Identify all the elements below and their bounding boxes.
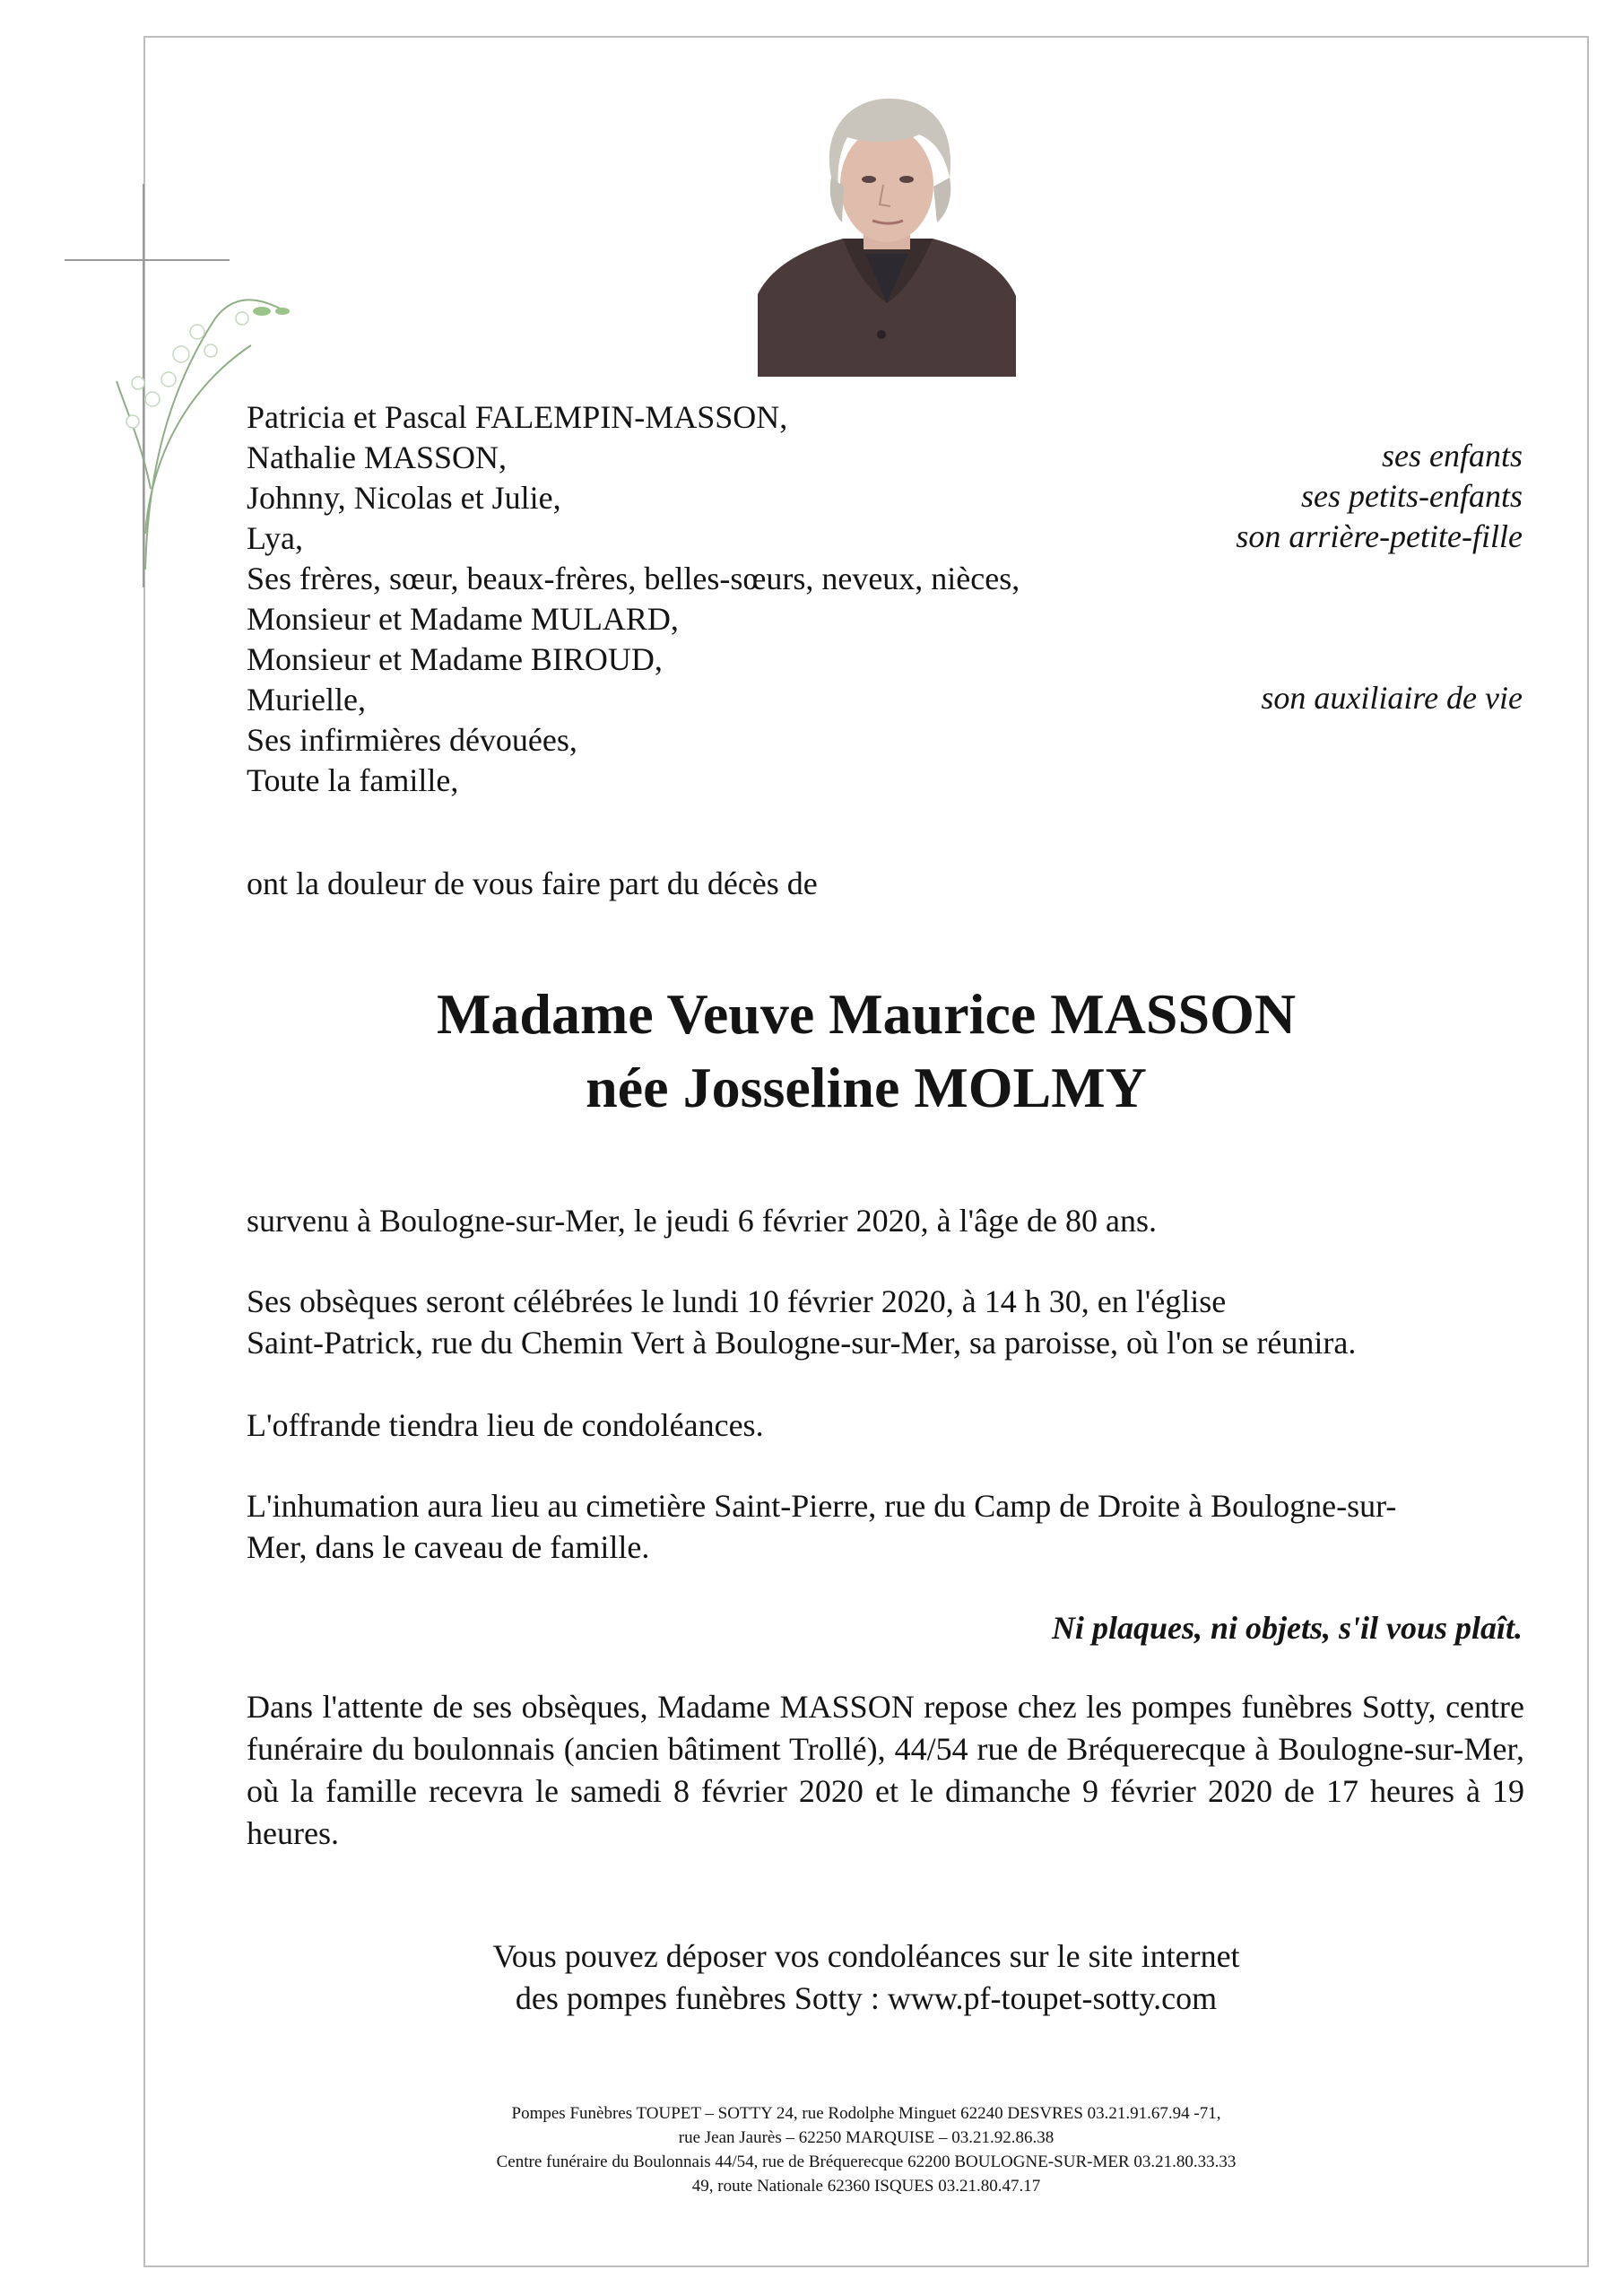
footer-line: 49, route Nationale 62360 ISQUES 03.21.80.47.17 (691, 2177, 1041, 2196)
family-member-name: Nathalie MASSON, (247, 439, 507, 475)
family-member-name: Lya, (247, 520, 303, 556)
footer-line: Centre funéraire du Boulonnais 44/54, rue de Bréquerecque 62200 BOULOGNE-SUR-MER 03.21.80.33.33 (496, 2152, 1237, 2171)
viewing-paragraph: Dans l'attente de ses obsèques, Madame MASSON repose chez les pompes funèbres Sotty, centre funéraire du boulonnais (ancien bâtiment Trollé), 44/54 rue de Bréquerecque à Boulogne-sur-Mer, où la famille recevra le samedi 8 février 2020 et le dimanche 9 février 2020 de 17 heures à 19 heures. (247, 1689, 1524, 1851)
death-details: survenu à Boulogne-sur-Mer, le jeudi 6 février 2020, à l'âge de 80 ans. (247, 1203, 1158, 1239)
family-role: ses petits-enfants (1301, 478, 1523, 514)
announcement-intro: ont la douleur de vous faire part du décès de (247, 865, 818, 901)
deceased-name: Madame Veuve Maurice MASSON (436, 982, 1297, 1046)
condolences-website-line: des pompes funèbres Sotty : www.pf-toupet-sotty.com (515, 1980, 1218, 2016)
family-role: son auxiliaire de vie (1261, 680, 1523, 716)
footer-line: Pompes Funèbres TOUPET – SOTTY 24, rue Rodolphe Minguet 62240 DESVRES 03.21.91.67.94 -71, (511, 2104, 1221, 2123)
family-member-name: Ses frères, sœur, beaux-frères, belles-sœurs, neveux, nièces, (247, 561, 1020, 596)
family-member-name: Johnny, Nicolas et Julie, (247, 480, 561, 516)
condolences-line: Vous pouvez déposer vos condoléances sur le site internet (492, 1938, 1240, 1974)
family-member-name: Patricia et Pascal FALEMPIN-MASSON, (247, 399, 788, 435)
offering-note: L'offrande tiendra lieu de condoléances. (247, 1407, 764, 1443)
family-role: son arrière-petite-fille (1236, 518, 1523, 554)
family-member-name: Monsieur et Madame BIROUD, (247, 641, 663, 677)
footer-line: rue Jean Jaurès – 62250 MARQUISE – 03.21.92.86.38 (678, 2128, 1055, 2147)
family-member-name: Toute la famille, (247, 762, 459, 798)
deceased-portrait-photo (758, 88, 1016, 377)
family-member-name: Murielle, (247, 682, 366, 718)
deceased-maiden-name: née Josseline MOLMY (586, 1056, 1147, 1119)
burial-line: Mer, dans le caveau de famille. (247, 1529, 650, 1565)
funeral-line: Ses obsèques seront célébrées le lundi 10 février 2020, à 14 h 30, en l'église (247, 1283, 1227, 1319)
no-flowers-note: Ni plaques, ni objets, s'il vous plaît. (1051, 1610, 1523, 1646)
burial-line: L'inhumation aura lieu au cimetière Saint-Pierre, rue du Camp de Droite à Boulogne-sur- (247, 1488, 1397, 1524)
family-member-name: Monsieur et Madame MULARD, (247, 601, 679, 637)
family-role: ses enfants (1382, 438, 1523, 474)
funeral-home-footer (143, 2101, 1589, 2198)
family-member-name: Ses infirmières dévouées, (247, 722, 577, 758)
funeral-line: Saint-Patrick, rue du Chemin Vert à Boulogne-sur-Mer, sa paroisse, où l'on se réunira. (247, 1325, 1357, 1361)
